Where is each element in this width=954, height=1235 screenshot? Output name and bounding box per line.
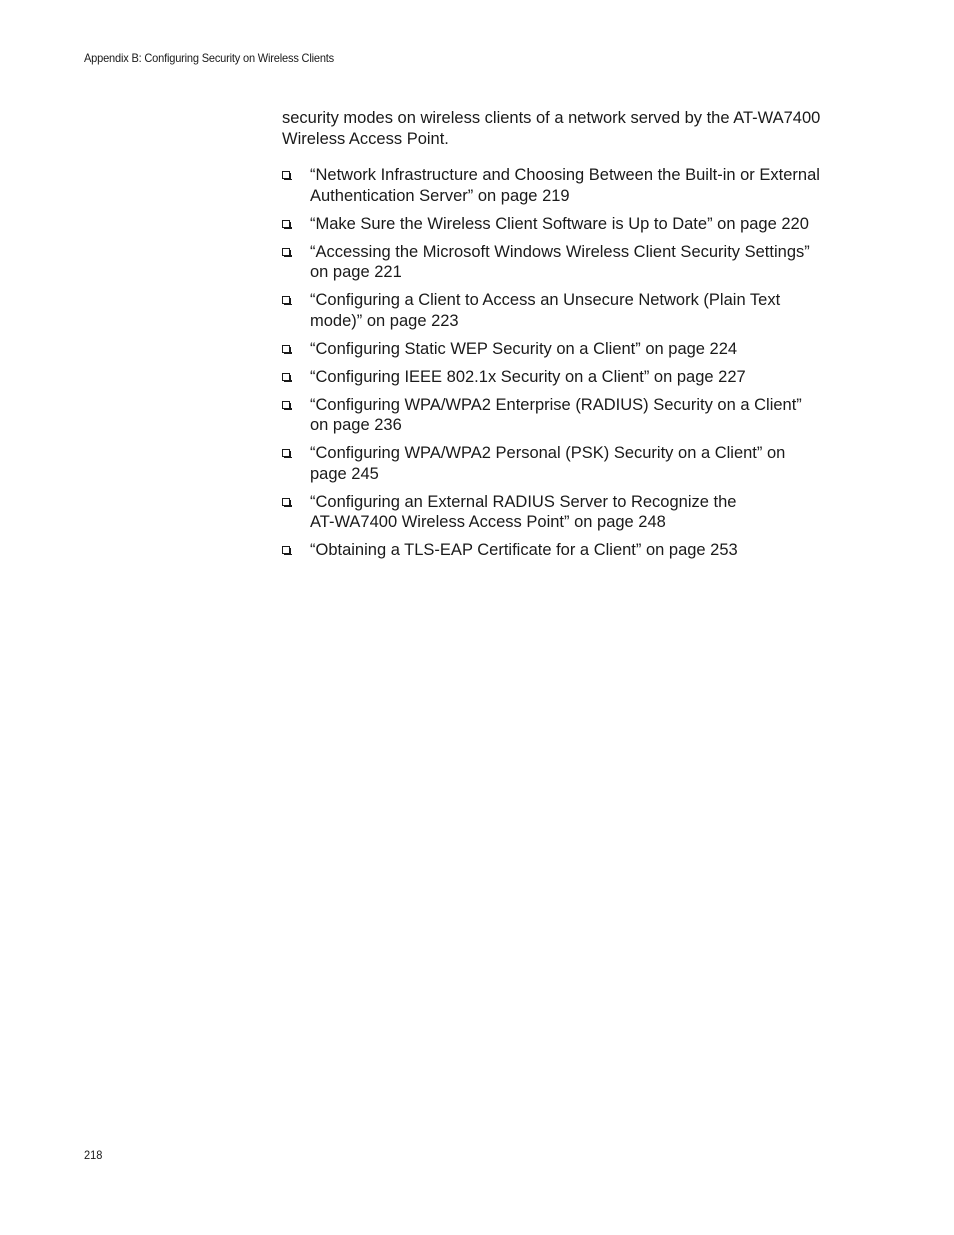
list-item[interactable]: “Configuring Static WEP Security on a Client” on page 224 — [282, 339, 848, 360]
checkbox-bullet-icon — [282, 498, 290, 506]
intro-line-1: security modes on wireless clients of a network served by the AT-WA7400 Wireless Access Point. — [282, 109, 821, 148]
list-item[interactable]: “Make Sure the Wireless Client Software is Up to Date” on page 220 — [282, 214, 848, 235]
checkbox-bullet-icon — [282, 345, 290, 353]
main-content — [282, 108, 848, 568]
checkbox-bullet-icon — [282, 171, 290, 179]
list-item[interactable]: “Configuring a Client to Access an Unsecure Network (Plain Text mode)” on page 223 — [282, 290, 848, 331]
checkbox-bullet-icon — [282, 296, 290, 304]
intro-paragraph — [282, 108, 848, 149]
checkbox-bullet-icon — [282, 373, 290, 381]
checkbox-bullet-icon — [282, 248, 290, 256]
list-item[interactable]: “Network Infrastructure and Choosing Between the Built-in or External Authentication Server” on page 219 — [282, 165, 848, 206]
list-item[interactable]: “Accessing the Microsoft Windows Wireless Client Security Settings” on page 221 — [282, 242, 848, 283]
checkbox-bullet-icon — [282, 220, 290, 228]
checkbox-bullet-icon — [282, 401, 290, 409]
page-number: 218 — [84, 1148, 103, 1162]
list-item[interactable]: “Configuring WPA/WPA2 Personal (PSK) Security on a Client” on page 245 — [282, 443, 848, 484]
checkbox-bullet-icon — [282, 449, 290, 457]
list-item[interactable]: “Configuring WPA/WPA2 Enterprise (RADIUS) Security on a Client” on page 236 — [282, 395, 848, 436]
running-header: Appendix B: Configuring Security on Wireless Clients — [84, 51, 334, 65]
list-item[interactable]: “Configuring IEEE 802.1x Security on a Client” on page 227 — [282, 367, 848, 388]
list-item[interactable]: “Configuring an External RADIUS Server to Recognize the AT-WA7400 Wireless Access Point” on page 248 — [282, 492, 848, 533]
cross-reference-list — [282, 165, 848, 561]
list-item[interactable]: “Obtaining a TLS-EAP Certificate for a Client” on page 253 — [282, 540, 848, 561]
checkbox-bullet-icon — [282, 546, 290, 554]
